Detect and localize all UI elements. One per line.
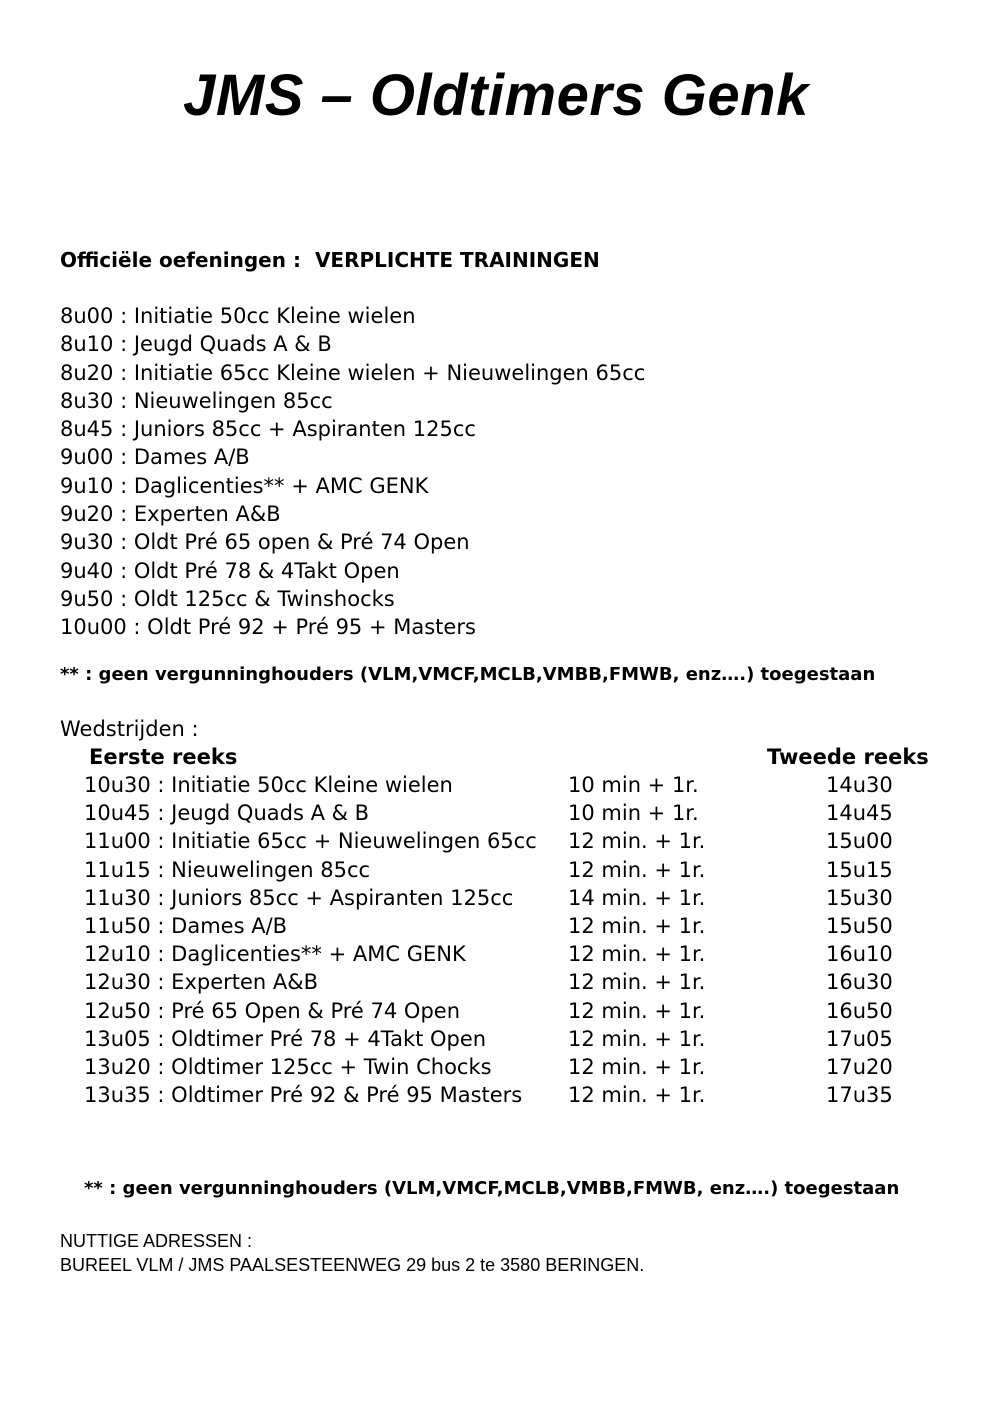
race-row <box>0 1027 992 1055</box>
race-schedule <box>0 773 992 1111</box>
second-series-time: 16u10 <box>826 942 893 967</box>
addresses-heading: NUTTIGE ADRESSEN : <box>60 1231 253 1251</box>
training-item: 9u40 : Oldt Pré 78 & 4Takt Open <box>60 558 400 583</box>
training-item: 9u30 : Oldt Pré 65 open & Pré 74 Open <box>60 530 470 555</box>
training-item: 9u00 : Dames A/B <box>60 445 250 470</box>
race-description: 11u15 : Nieuwelingen 85cc <box>84 857 371 882</box>
race-duration: 12 min. + 1r. <box>568 1054 706 1079</box>
trainings-heading <box>60 248 600 272</box>
training-item: 9u10 : Daglicenties** + AMC GENK <box>60 473 429 498</box>
race-row <box>0 1055 992 1083</box>
race-description: 13u35 : Oldtimer Pré 92 & Pré 95 Masters <box>84 1083 523 1108</box>
second-series-time: 17u05 <box>826 1026 893 1051</box>
race-description: 11u50 : Dames A/B <box>84 913 288 938</box>
training-item: 8u10 : Jeugd Quads A & B <box>60 332 332 357</box>
races-footnote: ** : geen vergunninghouders (VLM,VMCF,MCLB,VMBB,FMWB, enz….) toegestaan <box>84 1178 900 1199</box>
race-description: 11u00 : Initiatie 65cc + Nieuwelingen 65cc <box>84 829 537 854</box>
training-item: 8u20 : Initiatie 65cc Kleine wielen + Nieuwelingen 65cc <box>60 360 646 385</box>
race-description: 12u50 : Pré 65 Open & Pré 74 Open <box>84 998 461 1023</box>
race-row <box>0 886 992 914</box>
race-duration: 12 min. + 1r. <box>568 1083 706 1108</box>
race-row <box>0 1083 992 1111</box>
race-row <box>0 914 992 942</box>
training-item: 8u00 : Initiatie 50cc Kleine wielen <box>60 304 416 328</box>
trainings-heading-emphasis: VERPLICHTE TRAININGEN <box>314 248 600 272</box>
race-row <box>0 942 992 970</box>
race-duration: 12 min. + 1r. <box>568 857 706 882</box>
race-description: 13u20 : Oldtimer 125cc + Twin Chocks <box>84 1054 492 1079</box>
second-series-time: 14u45 <box>826 801 893 826</box>
race-duration: 10 min + 1r. <box>568 773 699 797</box>
race-row <box>0 858 992 886</box>
race-duration: 14 min. + 1r. <box>568 885 706 910</box>
race-row <box>0 970 992 998</box>
training-item: 9u20 : Experten A&B <box>60 502 281 527</box>
race-description: 10u45 : Jeugd Quads A & B <box>84 801 370 826</box>
race-duration: 12 min. + 1r. <box>568 998 706 1023</box>
second-series-time: 16u50 <box>826 998 893 1023</box>
second-series-time: 15u00 <box>826 829 893 854</box>
second-series-time: 14u30 <box>826 773 893 797</box>
race-duration: 10 min + 1r. <box>568 801 699 826</box>
training-item: 9u50 : Oldt 125cc & Twinshocks <box>60 586 395 611</box>
race-row <box>0 801 992 829</box>
second-series-header: Tweede reeks <box>767 745 929 769</box>
address-line: BUREEL VLM / JMS PAALSESTEENWEG 29 bus 2 te 3580 BERINGEN. <box>60 1255 645 1275</box>
race-duration: 12 min. + 1r. <box>568 942 706 967</box>
second-series-time: 15u15 <box>826 857 893 882</box>
second-series-time: 17u35 <box>826 1083 893 1108</box>
second-series-time: 17u20 <box>826 1054 893 1079</box>
training-item: 8u30 : Nieuwelingen 85cc <box>60 388 333 413</box>
race-row <box>0 773 992 801</box>
race-description: 11u30 : Juniors 85cc + Aspiranten 125cc <box>84 885 514 910</box>
race-row <box>0 829 992 857</box>
trainings-heading-label: Officiële oefeningen : <box>60 248 301 272</box>
training-item: 8u45 : Juniors 85cc + Aspiranten 125cc <box>60 417 476 442</box>
race-description: 12u10 : Daglicenties** + AMC GENK <box>84 942 466 967</box>
race-duration: 12 min. + 1r. <box>568 913 706 938</box>
first-series-header: Eerste reeks <box>89 745 238 769</box>
trainings-footnote: ** : geen vergunninghouders (VLM,VMCF,MCLB,VMBB,FMWB, enz….) toegestaan <box>60 664 876 685</box>
second-series-time: 15u30 <box>826 885 893 910</box>
race-duration: 12 min. + 1r. <box>568 970 706 995</box>
second-series-time: 16u30 <box>826 970 893 995</box>
races-label: Wedstrijden : <box>60 717 199 741</box>
page-title: JMS – Oldtimers Genk <box>183 63 809 128</box>
race-duration: 12 min. + 1r. <box>568 1026 706 1051</box>
race-description: 10u30 : Initiatie 50cc Kleine wielen <box>84 773 453 797</box>
race-description: 12u30 : Experten A&B <box>84 970 319 995</box>
race-row <box>0 999 992 1027</box>
training-item: 10u00 : Oldt Pré 92 + Pré 95 + Masters <box>60 615 476 640</box>
race-duration: 12 min. + 1r. <box>568 829 706 854</box>
useful-addresses <box>60 1229 644 1277</box>
training-schedule <box>60 302 645 642</box>
race-description: 13u05 : Oldtimer Pré 78 + 4Takt Open <box>84 1026 487 1051</box>
second-series-time: 15u50 <box>826 913 893 938</box>
